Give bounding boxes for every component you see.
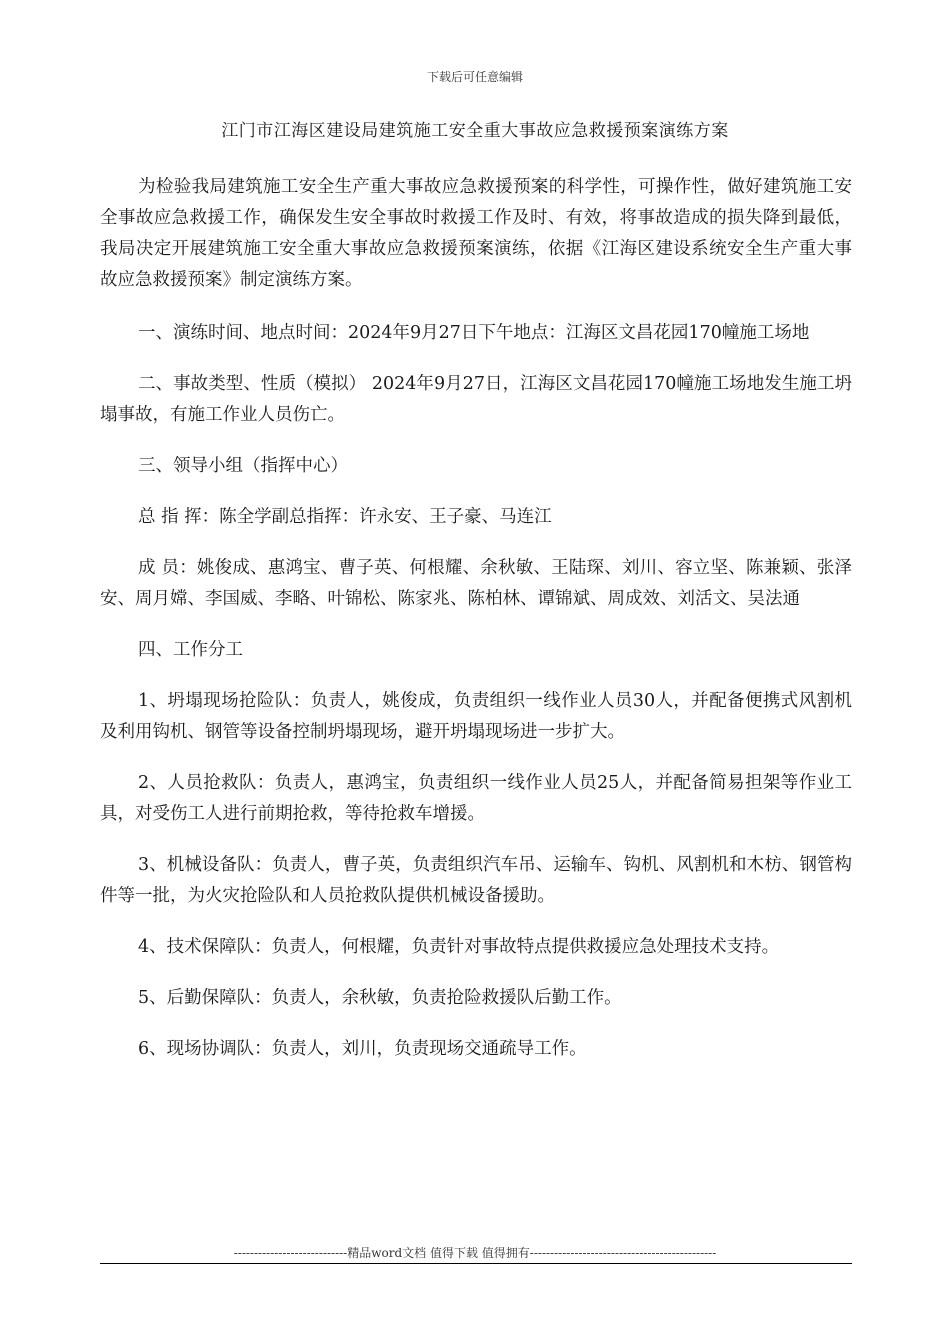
section-drill-time-place: 一、演练时间、地点时间：2024年9月27日下午地点：江海区文昌花园170幢施工场地 — [138, 323, 810, 343]
team-item-rescue-site: 1、坍塌现场抢险队：负责人，姚俊成，负责组织一线作业人员30人，并配备便携式风割机及利用钩机、钢管等设备控制坍塌现场，避开坍塌现场进一步扩大。 — [100, 691, 852, 742]
section-division-heading: 四、工作分工 — [138, 640, 243, 660]
section-leadership-heading: 三、领导小组（指挥中心） — [138, 456, 348, 476]
team-item-coordination: 6、现场协调队：负责人，刘川，负责现场交通疏导工作。 — [138, 1039, 587, 1059]
intro-paragraph: 为检验我局建筑施工安全生产重大事故应急救援预案的科学性，可操作性，做好建筑施工安全事故应急救援工作，确保发生安全事故时救援工作及时、有效，将事故造成的损失降到最低，我局决定开展建筑施工安全重大事故应急救援预案演练，依据《江海区建设系统安全生产重大事故应急救援预案》制定演练方案。 — [100, 177, 852, 290]
members-line: 成 员：姚俊成、惠鸿宝、曹子英、何根耀、余秋敏、王陆琛、刘川、容立坚、陈兼颖、张泽安、周月嫦、李国威、李略、叶锦松、陈家兆、陈柏林、谭锦斌、周成效、刘活文、吴法通 — [100, 558, 852, 609]
footer-divider — [100, 1263, 852, 1264]
header-note: 下载后可任意编辑 — [426, 70, 523, 84]
document-body — [100, 172, 852, 1085]
team-item-machinery: 3、机械设备队：负责人，曹子英，负责组织汽车吊、运输车、钩机、风割机和木枋、钢管构件等一批，为火灾抢险队和人员抢救队提供机械设备援助。 — [100, 855, 852, 906]
team-item-personnel-rescue: 2、人员抢救队：负责人，惠鸿宝，负责组织一线作业人员25人，并配备简易担架等作业工具，对受伤工人进行前期抢救，等待抢救车增援。 — [100, 773, 852, 824]
team-item-technical: 4、技术保障队：负责人，何根耀，负责针对事故特点提供救援应急处理技术支持。 — [138, 937, 780, 957]
footer-text: ----------------------------精品word文档 值得下载 值得拥有---------------------------------------------- — [233, 1246, 717, 1260]
team-item-logistics: 5、后勤保障队：负责人，余秋敏，负责抢险救援队后勤工作。 — [138, 988, 622, 1008]
section-accident-type: 二、事故类型、性质（模拟） 2024年9月27日，江海区文昌花园170幢施工场地发生施工坍塌事故，有施工作业人员伤亡。 — [100, 374, 852, 425]
document-title: 江门市江海区建设局建筑施工安全重大事故应急救援预案演练方案 — [221, 121, 729, 141]
commander-line: 总 指 挥：陈全学副总指挥：许永安、王子豪、马连江 — [138, 507, 552, 527]
